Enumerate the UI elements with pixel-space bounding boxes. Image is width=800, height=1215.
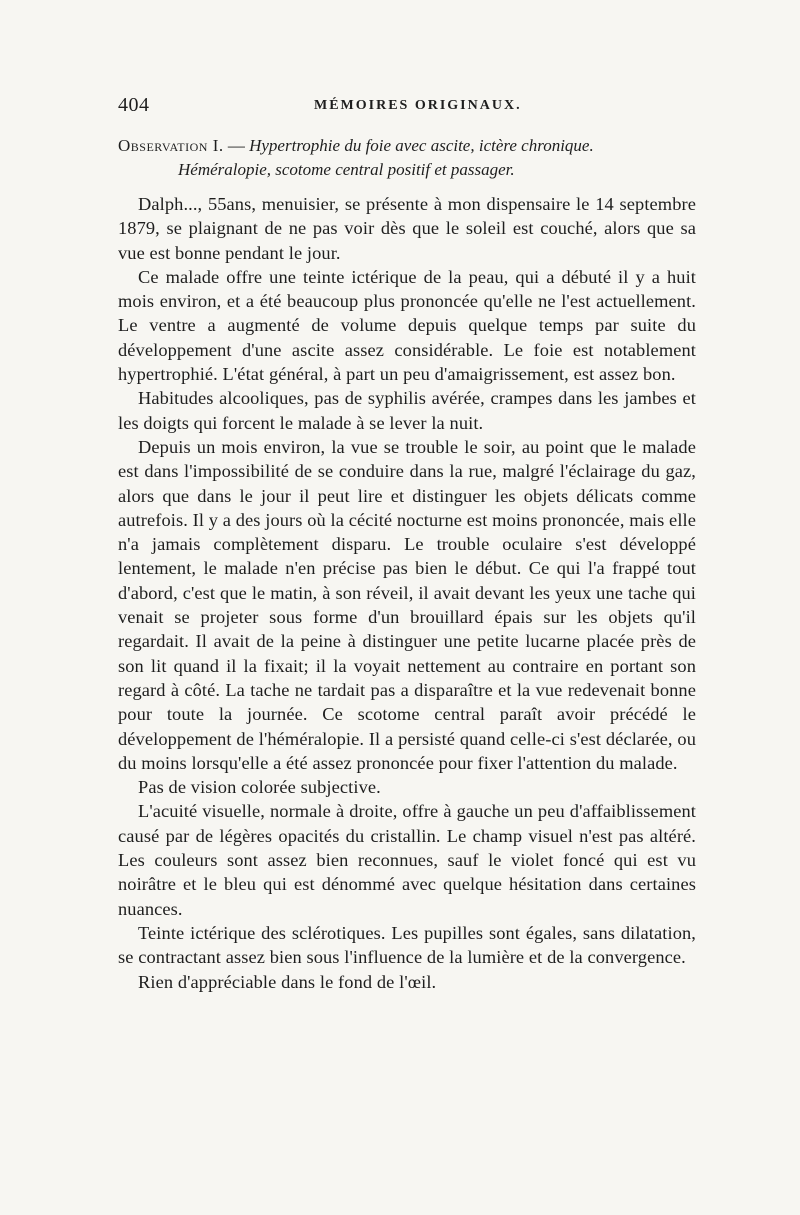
running-title: MÉMOIRES ORIGINAUX. xyxy=(314,98,522,113)
book-page xyxy=(118,94,696,994)
paragraph-5: Pas de vision colorée subjective. xyxy=(138,777,381,798)
running-header xyxy=(118,94,696,124)
observation-label: Observation I. xyxy=(118,136,224,155)
observation-heading xyxy=(118,134,696,182)
observation-title-line1: Hypertrophie du foie avec ascite, ictère chronique. xyxy=(249,136,594,155)
paragraph-6: L'acuité visuelle, normale à droite, offre à gauche un peu d'affaiblissement causé par de légères opacités du cristallin. Le champ visuel n'est pas altéré. Les couleurs sont assez bien reconnues, sauf le violet foncé qui est vu noirâtre et le bleu qui est dénommé avec quelque hésitation dans certaines nuances. xyxy=(118,801,696,919)
paragraph-8: Rien d'appréciable dans le fond de l'œil. xyxy=(138,971,437,992)
observation-title-line2: Héméralopie, scotome central positif et passager. xyxy=(178,160,515,179)
page-number: 404 xyxy=(118,94,150,116)
paragraph-2: Ce malade offre une teinte ictérique de la peau, qui a débuté il y a huit mois environ, et a été beaucoup plus prononcée qu'elle ne l'est actuellement. Le ventre a augmenté de volume depuis quelque temps par suite du développement d'une ascite assez considérable. Le foie est notablement hypertrophié. L'état général, à part un peu d'amaigrissement, est assez bon. xyxy=(118,266,696,385)
paragraph-1: Dalph..., 55ans, menuisier, se présente à mon dispensaire le 14 septembre 1879, se plaignant de ne pas voir dès que le soleil est couché, alors que sa vue est bonne pendant le jour. xyxy=(118,194,696,263)
paragraph-4: Depuis un mois environ, la vue se trouble le soir, au point que le malade est dans l'impossibilité de se conduire dans la rue, malgré l'éclairage du gaz, alors que dans le jour il peut lire et distinguer les objets délicats comme autrefois. Il y a des jours où la cécité nocturne est moins prononcée, mais elle n'a jamais complètement disparu. Le trouble oculaire s'est développé lentement, le malade n'en précise pas bien le début. Ce qui l'a frappé tout d'abord, c'est que le matin, à son réveil, il avait devant les yeux une tache qui venait se projeter sous forme d'un brouillard épais sur les objets qu'il regardait. Il avait de la peine à distinguer une petite lucarne placée près de son lit quand il la fixait; il la voyait nettement au contraire en portant son regard à côté. La tache ne tardait pas a disparaître et la vue redevenait bonne pour toute la journée. Ce scotome central paraît avoir précédé le développement de l'héméralopie. Il a persisté quand celle-ci s'est déclarée, ou du moins lorsqu'elle a été assez prononcée pour fixer l'attention du malade. xyxy=(118,436,696,773)
observation-separator: — xyxy=(223,136,250,155)
paragraph-7: Teinte ictérique des sclérotiques. Les pupilles sont égales, sans dilatation, se contractant assez bien sous l'influence de la lumière et de la convergence. xyxy=(118,922,696,968)
paragraph-3: Habitudes alcooliques, pas de syphilis avérée, crampes dans les jambes et les doigts qui forcent le malade à se lever la nuit. xyxy=(118,388,696,433)
